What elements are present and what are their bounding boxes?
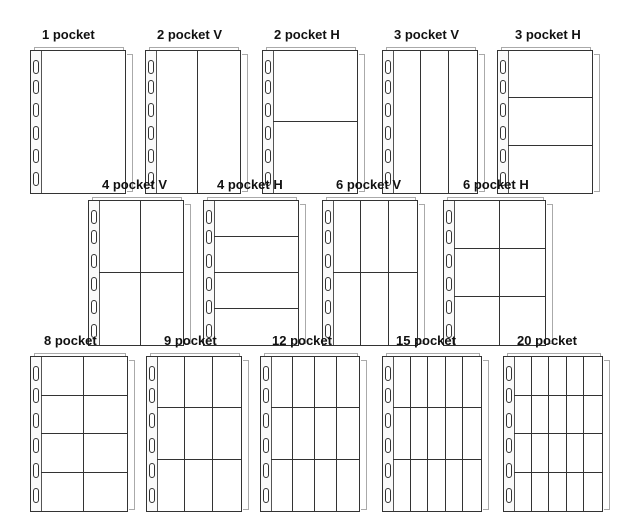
pocket: [463, 357, 481, 408]
pocket: [446, 460, 464, 511]
pocket: [315, 460, 337, 511]
pocket: [41, 51, 125, 193]
sheet-title: 15 pocket: [396, 333, 456, 348]
sheet-outline: [30, 356, 128, 512]
pocket: [454, 201, 500, 249]
height-dimension-line: [479, 54, 485, 192]
height-dimension-line: [604, 360, 610, 510]
pocket-grid: [508, 51, 592, 193]
pocket: [567, 473, 585, 512]
pocket: [393, 51, 421, 193]
pocket: [393, 460, 411, 511]
sheet-title: 2 pocket V: [157, 27, 223, 42]
sheet-9-pocket: [146, 334, 242, 510]
binder-hole-icon: [149, 438, 155, 453]
binder-hole-icon: [325, 254, 331, 268]
sheet-4-pocket-h: [203, 178, 299, 344]
binder-hole-icon: [33, 413, 39, 428]
pocket: [337, 408, 359, 459]
pocket-grid: [393, 357, 481, 511]
pocket: [500, 201, 546, 249]
pocket-grid: [454, 201, 545, 345]
binder-hole-icon: [506, 438, 512, 453]
sheet-4-pocket-v: [88, 178, 184, 344]
pocket: [500, 249, 546, 297]
binder-hole-icon: [149, 488, 155, 503]
pocket: [41, 434, 84, 473]
binder-hole-icon: [500, 149, 506, 163]
pocket: [463, 460, 481, 511]
binder-hole-icon: [91, 277, 97, 291]
sheet-outline: [322, 200, 418, 346]
sheet-outline: [262, 50, 358, 194]
pocket: [393, 357, 411, 408]
binder-hole-icon: [263, 413, 269, 428]
pocket: [84, 473, 127, 512]
pocket: [333, 201, 361, 273]
binder-hole-icon: [265, 80, 271, 94]
binder-hole-icon: [385, 149, 391, 163]
pocket: [185, 408, 213, 459]
pocket: [157, 408, 185, 459]
sheet-1-pocket: [30, 28, 126, 192]
binder-hole-icon: [33, 80, 39, 94]
sheet-8-pocket: [30, 334, 128, 510]
height-dimension-line: [243, 360, 249, 510]
pocket: [567, 357, 585, 396]
sheet-title: 9 pocket: [164, 333, 217, 348]
pocket: [584, 434, 602, 473]
binder-hole-icon: [446, 210, 452, 224]
pocket-grid: [214, 201, 298, 345]
pocket: [41, 473, 84, 512]
pocket: [213, 460, 241, 511]
pocket: [584, 357, 602, 396]
binder-hole-icon: [263, 438, 269, 453]
pocket: [514, 396, 532, 435]
pocket: [449, 51, 477, 193]
pocket: [463, 408, 481, 459]
pocket-grid: [514, 357, 602, 511]
pocket: [532, 473, 550, 512]
binder-hole-icon: [265, 149, 271, 163]
binder-hole-icon: [149, 366, 155, 381]
binder-hole-icon: [263, 366, 269, 381]
pocket: [185, 460, 213, 511]
pocket: [141, 201, 183, 273]
height-dimension-line: [483, 360, 489, 510]
pocket: [84, 434, 127, 473]
binder-hole-icon: [500, 80, 506, 94]
binder-hole-icon: [91, 210, 97, 224]
pocket: [508, 98, 592, 145]
binder-hole-icon: [263, 463, 269, 478]
sheet-outline: [503, 356, 603, 512]
binder-hole-icon: [325, 300, 331, 314]
pocket: [549, 357, 567, 396]
height-dimension-line: [419, 204, 425, 344]
binder-hole-icon: [33, 172, 39, 186]
binder-hole-icon: [206, 254, 212, 268]
binder-hole-icon: [263, 488, 269, 503]
pocket: [567, 396, 585, 435]
pocket: [315, 408, 337, 459]
pocket: [271, 408, 293, 459]
sheet-outline: [443, 200, 546, 346]
sheet-title: 8 pocket: [44, 333, 97, 348]
pocket: [514, 357, 532, 396]
height-dimension-line: [300, 204, 306, 344]
binder-hole-icon: [148, 60, 154, 74]
height-dimension-line: [185, 204, 191, 344]
binder-hole-icon: [148, 126, 154, 140]
sheet-title: 6 pocket V: [336, 177, 402, 192]
binder-hole-icon: [325, 230, 331, 244]
sheet-outline: [146, 356, 242, 512]
binder-hole-icon: [500, 126, 506, 140]
pocket: [185, 357, 213, 408]
pocket-grid: [157, 357, 241, 511]
binder-hole-icon: [385, 80, 391, 94]
binder-hole-icon: [325, 277, 331, 291]
pocket-grid: [393, 51, 477, 193]
sheet-outline: [382, 50, 478, 194]
sheet-3-pocket-v: [382, 28, 478, 192]
binder-hole-icon: [33, 103, 39, 117]
binder-hole-icon: [385, 103, 391, 117]
binder-hole-icon: [33, 60, 39, 74]
binder-hole-icon: [506, 413, 512, 428]
pocket: [84, 357, 127, 396]
pocket: [213, 408, 241, 459]
binder-hole-icon: [206, 230, 212, 244]
pocket: [411, 357, 429, 408]
binder-hole-icon: [385, 413, 391, 428]
sheet-title: 20 pocket: [517, 333, 577, 348]
sheet-6-pocket-v: [322, 178, 418, 344]
pocket: [293, 460, 315, 511]
pocket: [567, 434, 585, 473]
binder-hole-icon: [33, 388, 39, 403]
pocket: [293, 408, 315, 459]
binder-hole-icon: [446, 277, 452, 291]
pocket-grid: [273, 51, 357, 193]
binder-hole-icon: [149, 413, 155, 428]
pocket: [214, 201, 298, 237]
height-dimension-line: [361, 360, 367, 510]
pocket: [514, 434, 532, 473]
binder-hole-icon: [33, 438, 39, 453]
sheet-title: 1 pocket: [42, 27, 95, 42]
pocket: [315, 357, 337, 408]
height-dimension-line: [359, 54, 365, 192]
pocket: [514, 473, 532, 512]
pocket: [532, 434, 550, 473]
sheet-outline: [497, 50, 593, 194]
binder-hole-icon: [148, 80, 154, 94]
pocket: [99, 201, 141, 273]
pocket: [454, 249, 500, 297]
binder-hole-icon: [33, 366, 39, 381]
binder-hole-icon: [91, 254, 97, 268]
pocket-grid: [41, 357, 127, 511]
sheet-3-pocket-h: [497, 28, 593, 192]
binder-hole-icon: [91, 230, 97, 244]
pocket: [213, 357, 241, 408]
pocket: [411, 460, 429, 511]
pocket-grid: [41, 51, 125, 193]
sheet-20-pocket: [503, 334, 603, 510]
binder-hole-icon: [206, 210, 212, 224]
pocket: [446, 408, 464, 459]
pocket: [337, 460, 359, 511]
pocket: [584, 396, 602, 435]
binder-hole-icon: [265, 103, 271, 117]
binder-hole-icon: [91, 300, 97, 314]
binder-hole-icon: [446, 254, 452, 268]
sheet-outline: [260, 356, 360, 512]
pocket: [293, 357, 315, 408]
binder-hole-icon: [265, 126, 271, 140]
pocket-grid: [333, 201, 417, 345]
binder-hole-icon: [385, 60, 391, 74]
pocket: [532, 396, 550, 435]
pocket: [389, 201, 417, 273]
pocket: [157, 460, 185, 511]
binder-hole-icon: [148, 103, 154, 117]
pocket: [41, 357, 84, 396]
pocket: [41, 396, 84, 435]
sheet-15-pocket: [382, 334, 482, 510]
sheet-12-pocket: [260, 334, 360, 510]
binder-hole-icon: [149, 388, 155, 403]
height-dimension-line: [594, 54, 600, 192]
binder-hole-icon: [265, 60, 271, 74]
binder-hole-icon: [385, 438, 391, 453]
pocket: [411, 408, 429, 459]
height-dimension-line: [127, 54, 133, 192]
pocket: [273, 51, 357, 122]
binder-hole-icon: [385, 366, 391, 381]
pocket-grid: [156, 51, 240, 193]
binder-hole-icon: [506, 488, 512, 503]
binder-hole-icon: [148, 149, 154, 163]
pocket: [428, 408, 446, 459]
pocket-grid: [99, 201, 183, 345]
sheet-outline: [203, 200, 299, 346]
height-dimension-line: [129, 360, 135, 510]
binder-hole-icon: [385, 463, 391, 478]
height-dimension-line: [547, 204, 553, 344]
sheet-title: 6 pocket H: [463, 177, 529, 192]
binder-hole-icon: [506, 388, 512, 403]
binder-hole-icon: [500, 103, 506, 117]
sheet-outline: [88, 200, 184, 346]
pocket: [549, 396, 567, 435]
pocket: [84, 396, 127, 435]
binder-hole-icon: [33, 488, 39, 503]
pocket: [361, 201, 389, 273]
pocket: [549, 473, 567, 512]
pocket: [337, 357, 359, 408]
pocket: [532, 357, 550, 396]
pocket: [446, 357, 464, 408]
sheet-6-pocket-h: [443, 178, 546, 344]
binder-hole-icon: [33, 463, 39, 478]
pocket: [508, 51, 592, 98]
binder-hole-icon: [506, 463, 512, 478]
sheet-outline: [30, 50, 126, 194]
sheet-2-pocket-v: [145, 28, 241, 192]
sheet-title: 3 pocket V: [394, 27, 460, 42]
pocket: [198, 51, 240, 193]
binder-hole-icon: [506, 366, 512, 381]
pocket: [157, 357, 185, 408]
binder-hole-icon: [33, 149, 39, 163]
pocket: [214, 273, 298, 309]
binder-hole-icon: [33, 126, 39, 140]
binder-hole-icon: [325, 210, 331, 224]
binder-hole-icon: [149, 463, 155, 478]
binder-hole-icon: [263, 388, 269, 403]
sheet-title: 4 pocket H: [217, 177, 283, 192]
sheet-title: 12 pocket: [272, 333, 332, 348]
pocket-grid: [271, 357, 359, 511]
height-dimension-line: [242, 54, 248, 192]
binder-hole-icon: [446, 300, 452, 314]
binder-hole-icon: [446, 230, 452, 244]
pocket: [214, 237, 298, 273]
pocket: [271, 357, 293, 408]
binder-hole-icon: [385, 488, 391, 503]
binder-hole-icon: [206, 300, 212, 314]
sheet-outline: [145, 50, 241, 194]
pocket: [584, 473, 602, 512]
binder-hole-icon: [500, 60, 506, 74]
sheet-2-pocket-h: [262, 28, 358, 192]
pocket: [271, 460, 293, 511]
pocket: [428, 460, 446, 511]
binder-hole-icon: [206, 277, 212, 291]
sheet-outline: [382, 356, 482, 512]
pocket: [421, 51, 449, 193]
sheet-title: 3 pocket H: [515, 27, 581, 42]
pocket: [156, 51, 198, 193]
pocket: [549, 434, 567, 473]
binder-hole-icon: [385, 388, 391, 403]
sheet-title: 4 pocket V: [102, 177, 168, 192]
pocket: [428, 357, 446, 408]
pocket: [393, 408, 411, 459]
binder-hole-icon: [385, 126, 391, 140]
sheet-title: 2 pocket H: [274, 27, 340, 42]
